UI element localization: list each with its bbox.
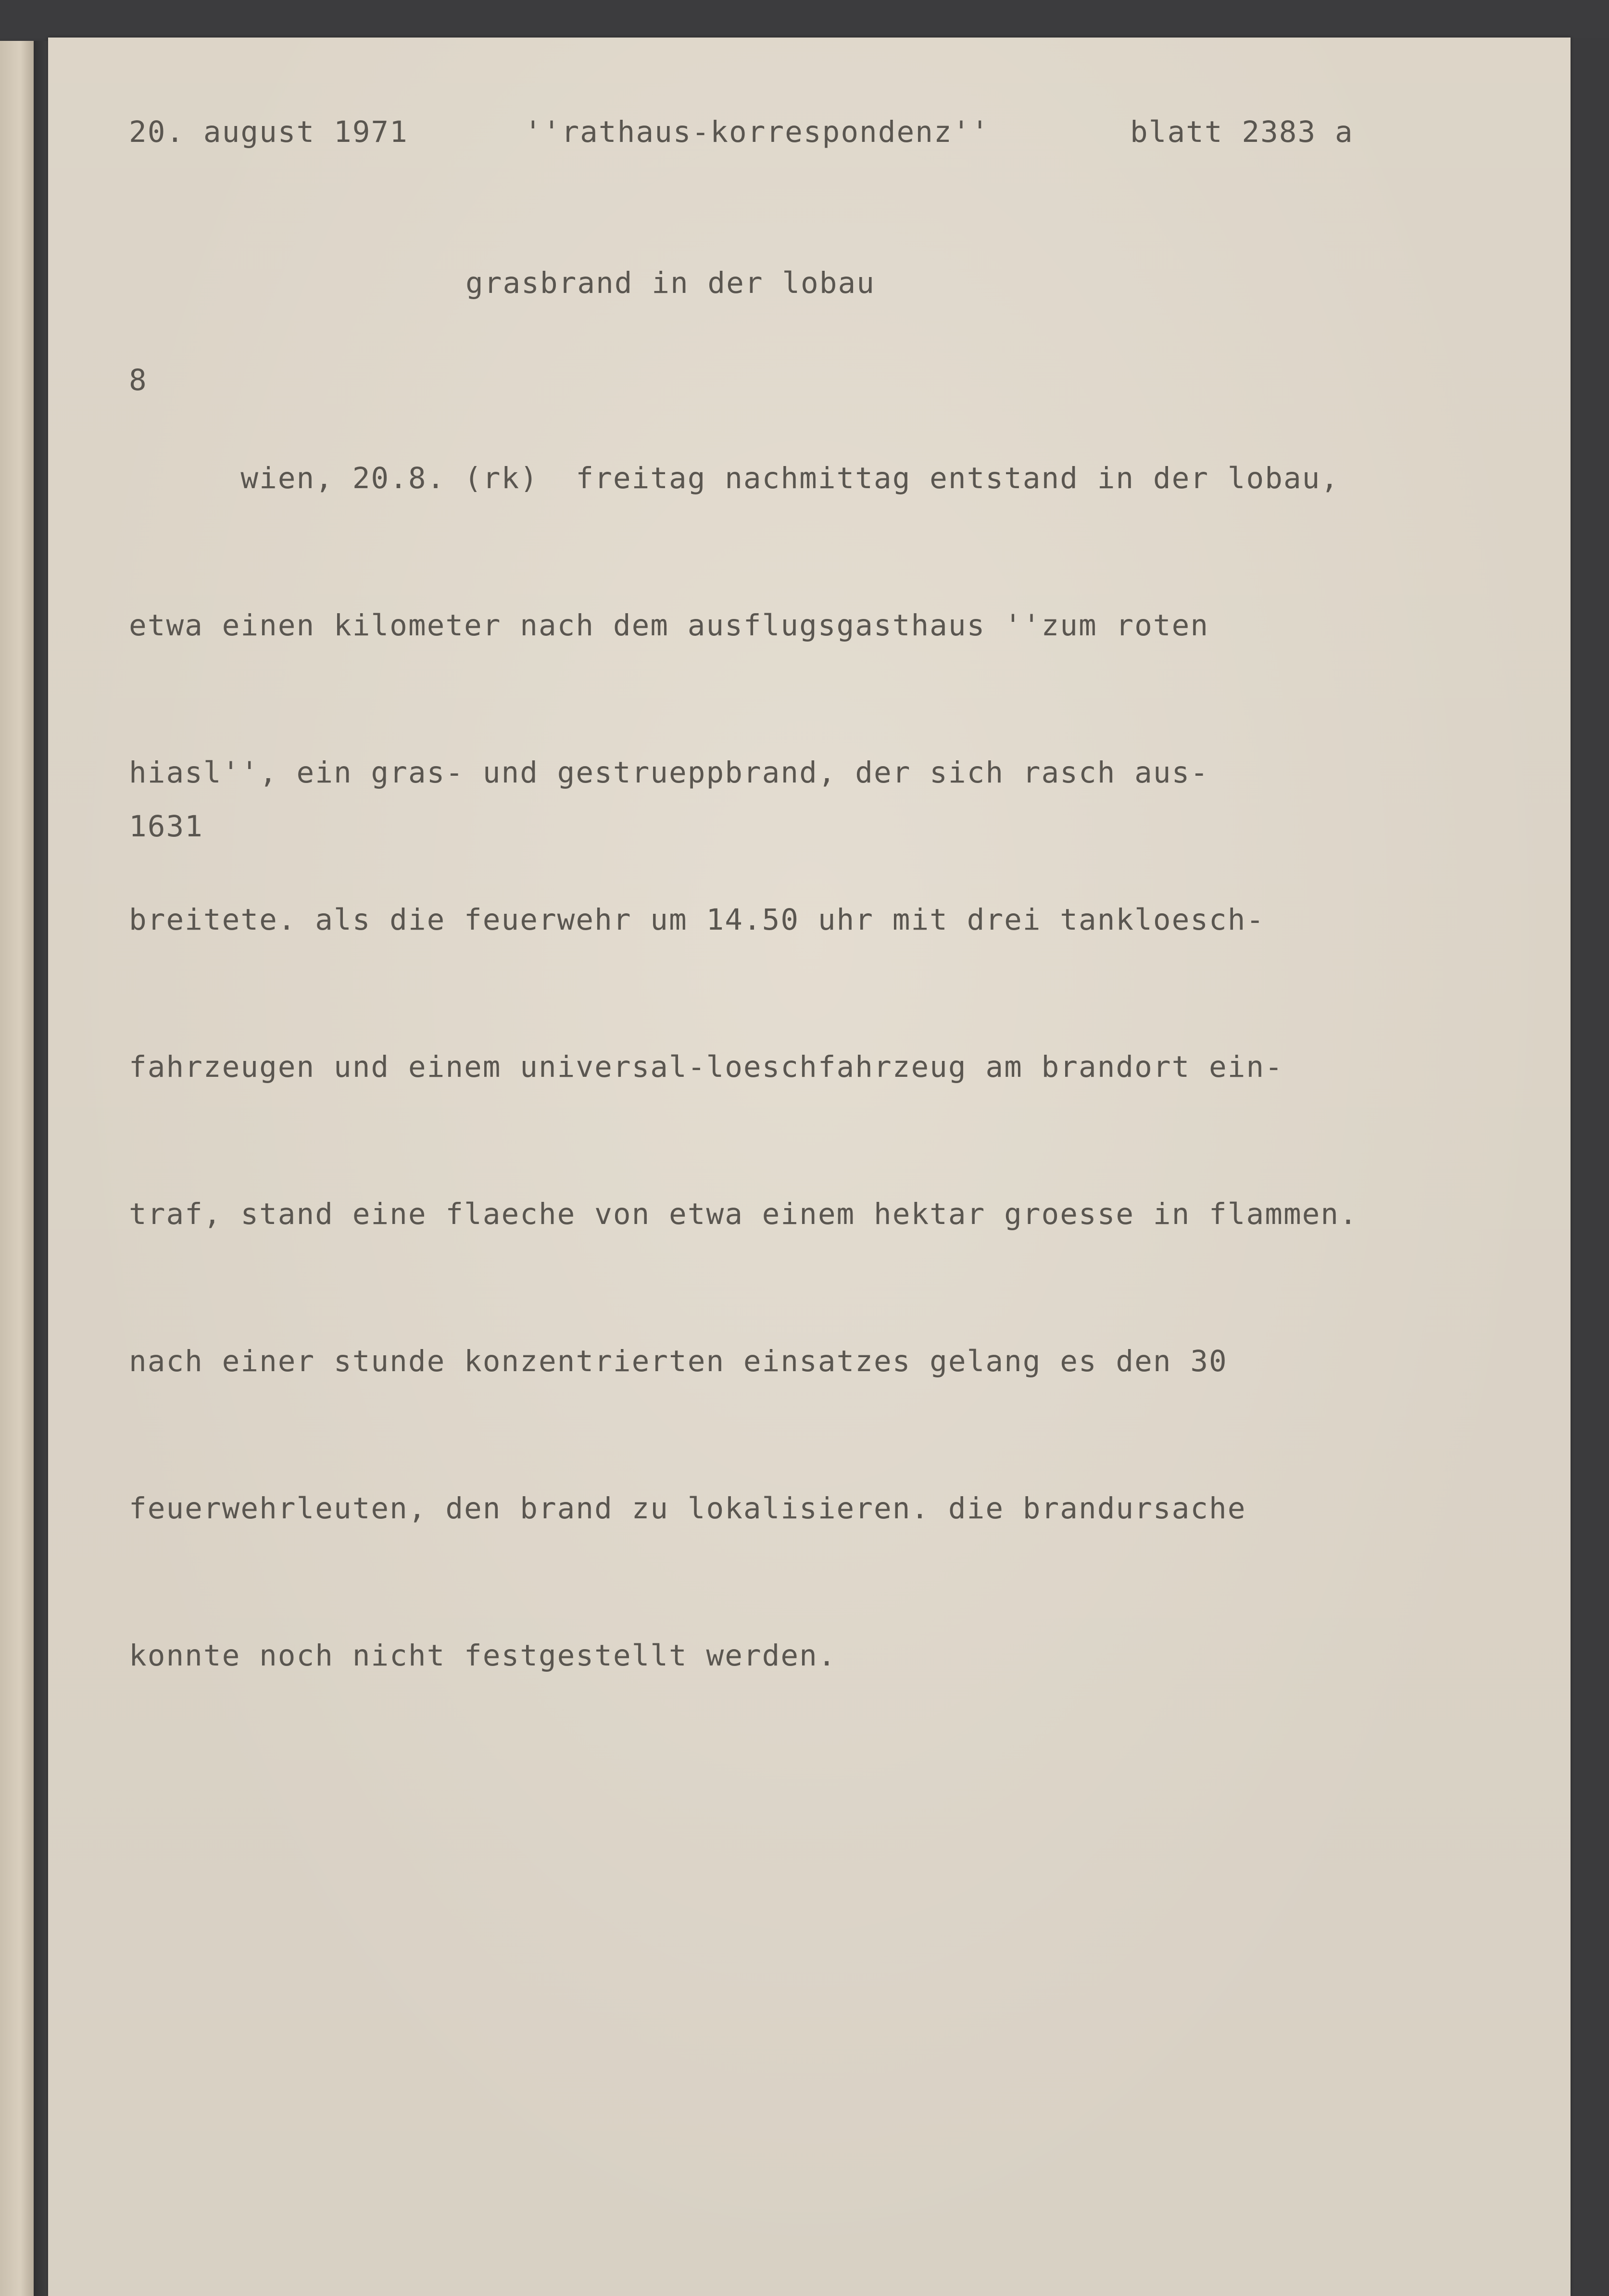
body-line: konnte noch nicht festgestellt werden. — [129, 1639, 837, 1673]
header-source: ''rathaus-korrespondenz'' — [524, 115, 990, 149]
article-title: grasbrand in der lobau — [465, 266, 875, 300]
underlying-page-edge — [0, 41, 34, 2296]
header-date: 20. august 1971 — [129, 115, 408, 149]
body-line: breitete. als die feuerwehr um 14.50 uhr mit drei tankloesch- — [129, 903, 1265, 937]
body-line: traf, stand eine flaeche von etwa einem hektar groesse in flammen. — [129, 1197, 1358, 1231]
message-number: 8 — [129, 363, 148, 397]
body-line: fahrzeugen und einem universal-loeschfahrzeug am brandort ein- — [129, 1050, 1283, 1084]
article-body — [129, 356, 1358, 1729]
header-sheet-number: blatt 2383 a — [1130, 115, 1354, 149]
body-line: wien, 20.8. (rk) freitag nachmittag entstand in der lobau, — [129, 461, 1340, 495]
body-line: feuerwehrleuten, den brand zu lokalisieren. die brandursache — [129, 1491, 1246, 1526]
body-line: nach einer stunde konzentrierten einsatzes gelang es den 30 — [129, 1344, 1228, 1378]
scanner-background — [0, 0, 1609, 38]
article-code: 1631 — [129, 809, 203, 844]
body-line: etwa einen kilometer nach dem ausflugsgasthaus ''zum roten — [129, 608, 1209, 643]
scanner-background-right — [1571, 38, 1609, 2296]
body-line: hiasl'', ein gras- und gestrueppbrand, der sich rasch aus- — [129, 756, 1209, 790]
